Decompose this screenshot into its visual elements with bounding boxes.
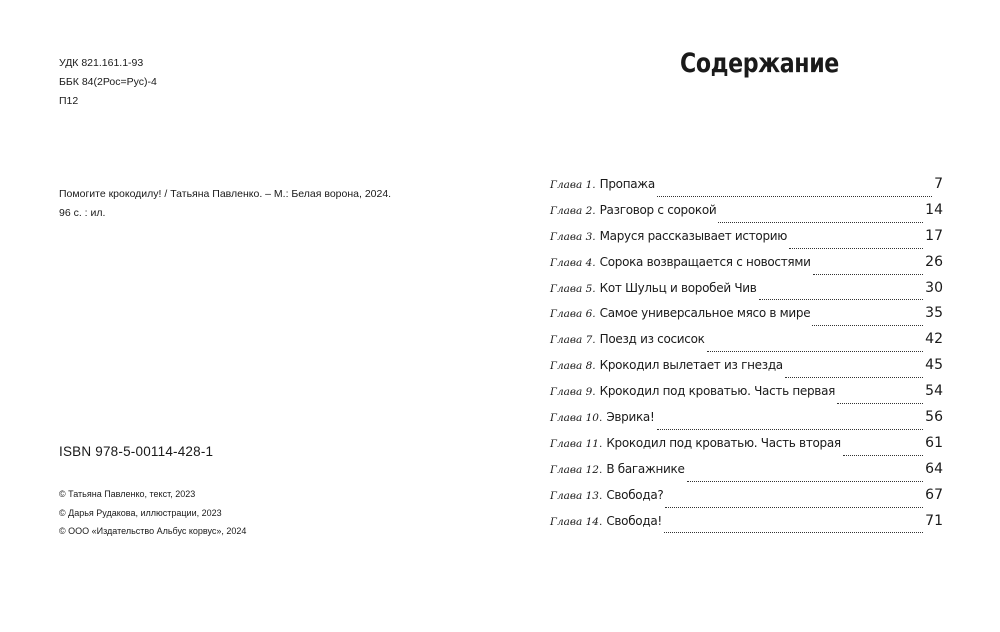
dot-leader — [718, 221, 923, 223]
toc-entry — [550, 331, 943, 357]
chapter-number: Глава 8. — [550, 360, 596, 373]
record-title: Помогите крокодилу! / Татьяна Павленко. – М.: Белая ворона, 2024. — [59, 188, 392, 200]
right-page — [500, 0, 1000, 632]
page-number: 54 — [925, 383, 943, 400]
chapter-title: В багажнике — [606, 461, 685, 476]
chapter-title: Крокодил вылетает из гнезда — [599, 358, 783, 373]
copyright-block — [59, 485, 246, 541]
chapter-number: Глава 4. — [550, 256, 596, 269]
author-mark: П12 — [59, 95, 79, 107]
page-number: 56 — [925, 409, 943, 426]
chapter-title: Поезд из сосисок — [599, 332, 705, 347]
chapter-number: Глава 9. — [550, 386, 596, 399]
toc-entry — [550, 228, 943, 254]
page-number: 14 — [925, 201, 943, 218]
chapter-number: Глава 12. — [550, 463, 603, 476]
udc-code: УДК 821.161.1-93 — [59, 57, 144, 69]
chapter-number: Глава 2. — [550, 204, 596, 217]
toc-entry — [550, 280, 943, 306]
dot-leader — [687, 480, 924, 482]
page-number: 7 — [934, 176, 943, 192]
toc-entry — [550, 202, 943, 228]
copyright-text: © Татьяна Павленко, текст, 2023 — [59, 489, 196, 499]
dot-leader — [837, 402, 923, 404]
chapter-title: Свобода? — [606, 487, 664, 502]
dot-leader — [665, 506, 923, 508]
page-number: 26 — [925, 253, 943, 270]
chapter-title: Свобода! — [606, 513, 662, 528]
dot-leader — [813, 273, 924, 275]
page-number: 71 — [925, 512, 943, 529]
table-of-contents — [550, 176, 943, 538]
chapter-number: Глава 7. — [550, 334, 596, 347]
chapter-title: Пропажа — [599, 177, 655, 191]
toc-entry — [550, 383, 943, 409]
page-number: 17 — [925, 227, 943, 244]
chapter-number: Глава 6. — [550, 308, 596, 321]
toc-entry — [550, 513, 943, 539]
chapter-title: Самое универсальное мясо в мире — [599, 306, 811, 321]
bibliographic-record — [59, 185, 391, 223]
page-number: 61 — [925, 434, 943, 451]
bbk-code: ББК 84(2Рос=Рус)-4 — [59, 76, 157, 88]
isbn: ISBN 978-5-00114-428-1 — [59, 444, 214, 459]
chapter-title: Сорока возвращается с новостями — [599, 254, 811, 269]
copyright-publisher: © ООО «Издательство Альбус корвус», 2024 — [59, 526, 247, 536]
page-number: 64 — [925, 460, 943, 477]
toc-entry — [550, 254, 943, 280]
page-number: 67 — [925, 486, 943, 503]
dot-leader — [785, 376, 923, 378]
dot-leader — [664, 531, 923, 533]
record-pages: 96 с. : ил. — [59, 207, 106, 219]
dot-leader — [843, 454, 923, 456]
dot-leader — [657, 195, 932, 197]
chapter-title: Крокодил под кроватью. Часть вторая — [606, 435, 841, 450]
chapter-title: Крокодил под кроватью. Часть первая — [599, 384, 836, 399]
toc-entry — [550, 435, 943, 461]
chapter-title: Эврика! — [606, 410, 655, 425]
dot-leader — [657, 428, 924, 430]
toc-entry — [550, 176, 943, 202]
chapter-number: Глава 14. — [550, 515, 603, 528]
toc-entry — [550, 409, 943, 435]
bibliographic-codes — [59, 54, 157, 111]
toc-entry — [550, 357, 943, 383]
page-number: 30 — [925, 279, 943, 296]
dot-leader — [759, 298, 924, 300]
chapter-number: Глава 1. — [550, 179, 596, 191]
toc-entry — [550, 487, 943, 513]
copyright-illustrations: © Дарья Рудакова, иллюстрации, 2023 — [59, 507, 222, 518]
chapter-number: Глава 11. — [550, 437, 603, 450]
page-number: 45 — [925, 357, 943, 374]
toc-title: Содержание — [680, 48, 839, 79]
page-number: 35 — [925, 305, 943, 322]
chapter-number: Глава 3. — [550, 230, 596, 243]
chapter-number: Глава 5. — [550, 282, 596, 295]
chapter-title: Кот Шульц и воробей Чив — [599, 280, 757, 295]
chapter-number: Глава 10. — [550, 412, 603, 425]
page-number: 42 — [925, 331, 943, 348]
toc-entry — [550, 461, 943, 487]
toc-entry — [550, 305, 943, 331]
dot-leader — [707, 350, 924, 352]
chapter-number: Глава 13. — [550, 489, 603, 502]
dot-leader — [789, 247, 923, 249]
chapter-title: Разговор с сорокой — [599, 202, 717, 217]
chapter-title: Маруся рассказывает историю — [599, 228, 788, 243]
dot-leader — [812, 324, 923, 326]
